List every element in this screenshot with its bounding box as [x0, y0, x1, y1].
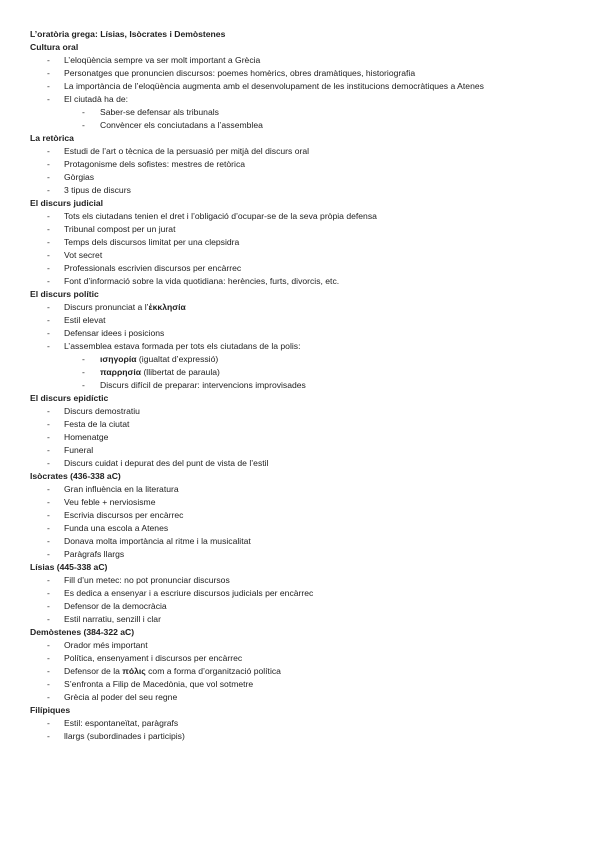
bullet-dash: - — [82, 367, 85, 377]
item-text — [64, 171, 94, 184]
section-heading: Cultura oral — [30, 42, 79, 52]
bullet-dash: - — [82, 380, 85, 390]
item-text — [64, 54, 260, 67]
item-text-part: Fill d’un metec: no pot pronunciar discursos — [64, 575, 230, 585]
item-text — [100, 106, 219, 119]
item-text-part: Gran influència en la literatura — [64, 484, 179, 494]
item-text-part: Grècia al poder del seu regne — [64, 692, 178, 702]
item-text-part: 3 tipus de discurs — [64, 185, 131, 195]
greek-term: ἐκκλησία — [148, 302, 186, 312]
list-item — [0, 184, 600, 197]
section-heading: Demòstenes (384-322 aC) — [30, 627, 135, 637]
item-text — [64, 314, 106, 327]
item-text — [64, 522, 168, 535]
item-text-part: Estil: espontaneïtat, paràgrafs — [64, 718, 179, 728]
item-text — [64, 613, 161, 626]
item-text — [64, 496, 155, 509]
sub-list-item — [0, 119, 600, 132]
list-item — [0, 457, 600, 470]
list-item — [0, 314, 600, 327]
list-item — [0, 327, 600, 340]
list-item — [0, 262, 600, 275]
list-item — [0, 158, 600, 171]
list-item — [0, 665, 600, 678]
bullet-dash: - — [47, 328, 50, 338]
list-item — [0, 275, 600, 288]
item-text-after: com a forma d’organització política — [145, 666, 281, 676]
list-item — [0, 340, 600, 353]
bullet-dash: - — [47, 536, 50, 546]
item-text — [64, 405, 140, 418]
bullet-dash: - — [47, 146, 50, 156]
bullet-dash: - — [47, 640, 50, 650]
item-text — [64, 548, 124, 561]
item-text-part: Homenatge — [64, 432, 109, 442]
bullet-dash: - — [47, 211, 50, 221]
item-text-part: Defensar idees i posicions — [64, 328, 165, 338]
item-text — [64, 652, 242, 665]
greek-term: παρρησία — [100, 367, 142, 377]
sub-list-item — [0, 379, 600, 392]
item-text — [64, 223, 175, 236]
list-item — [0, 418, 600, 431]
item-text — [64, 444, 93, 457]
item-text-part: Discurs cuidat i depurat des del punt de vista de l’estil — [64, 458, 269, 468]
bullet-dash: - — [47, 601, 50, 611]
bullet-dash: - — [47, 68, 50, 78]
bullet-dash: - — [47, 55, 50, 65]
bullet-dash: - — [47, 458, 50, 468]
bullet-dash: - — [47, 510, 50, 520]
item-text-part: Discurs difícil de preparar: intervencions improvisades — [100, 380, 306, 390]
bullet-dash: - — [47, 263, 50, 273]
item-text — [64, 249, 102, 262]
item-text-part: Orador més important — [64, 640, 148, 650]
item-text-part: Estil narratiu, senzill i clar — [64, 614, 161, 624]
bullet-dash: - — [47, 172, 50, 182]
item-text — [64, 691, 177, 704]
list-item — [0, 483, 600, 496]
list-item — [0, 717, 600, 730]
list-item — [0, 236, 600, 249]
list-item — [0, 639, 600, 652]
section-heading: El discurs polític — [30, 289, 99, 299]
bullet-dash: - — [47, 341, 50, 351]
section-heading: La retòrica — [30, 133, 74, 143]
list-item — [0, 574, 600, 587]
list-item — [0, 145, 600, 158]
item-text-after: (llibertat de paraula) — [141, 367, 220, 377]
item-text-part: Veu feble + nerviosisme — [64, 497, 156, 507]
item-text — [64, 327, 164, 340]
item-text — [64, 483, 179, 496]
bullet-dash: - — [47, 497, 50, 507]
list-item — [0, 587, 600, 600]
sub-list-item — [0, 353, 600, 366]
item-text — [64, 184, 131, 197]
item-text — [64, 730, 185, 743]
bullet-dash: - — [82, 120, 85, 130]
list-item — [0, 249, 600, 262]
bullet-dash: - — [47, 549, 50, 559]
item-text-part: Discurs demostratiu — [64, 406, 140, 416]
bullet-dash: - — [47, 237, 50, 247]
bullet-dash: - — [47, 666, 50, 676]
section-heading: Lísias (445-338 aC) — [30, 562, 108, 572]
item-text-part: Gòrgias — [64, 172, 95, 182]
item-text-part: Tribunal compost per un jurat — [64, 224, 176, 234]
bullet-dash: - — [47, 692, 50, 702]
bullet-dash: - — [47, 276, 50, 286]
item-text — [64, 639, 148, 652]
bullet-dash: - — [47, 614, 50, 624]
item-text — [64, 600, 167, 613]
item-text-part: Política, ensenyament i discursos per encàrrec — [64, 653, 243, 663]
list-item — [0, 431, 600, 444]
list-item — [0, 171, 600, 184]
list-item — [0, 223, 600, 236]
bullet-dash: - — [47, 523, 50, 533]
item-text — [100, 353, 218, 366]
item-text — [64, 275, 339, 288]
item-text — [64, 262, 241, 275]
greek-term: ισηγορία — [100, 354, 137, 364]
item-text-part: Funda una escola a Atenes — [64, 523, 169, 533]
item-text-after: (igualtat d’expressió) — [136, 354, 219, 364]
item-text-part: Saber-se defensar als tribunals — [100, 107, 219, 117]
list-item — [0, 67, 600, 80]
list-item — [0, 678, 600, 691]
list-item — [0, 730, 600, 743]
item-text — [64, 236, 239, 249]
list-item — [0, 548, 600, 561]
item-text-part: Es dedica a ensenyar i a escriure discursos judicials per encàrrec — [64, 588, 314, 598]
bullet-dash: - — [47, 588, 50, 598]
item-text — [64, 574, 230, 587]
item-text — [64, 145, 309, 158]
item-text — [64, 587, 313, 600]
bullet-dash: - — [47, 445, 50, 455]
document-content — [0, 41, 600, 743]
item-text-part: El ciutadà ha de: — [64, 94, 129, 104]
item-text-part: Defensor de la democràcia — [64, 601, 167, 611]
bullet-dash: - — [47, 718, 50, 728]
list-item — [0, 444, 600, 457]
greek-term: πόλις — [122, 666, 146, 676]
item-text-part: L’assemblea estava formada per tots els ciutadans de la polis: — [64, 341, 301, 351]
item-text — [64, 340, 300, 353]
item-text-part: Personatges que pronuncien discursos: poemes homèrics, obres dramàtiques, historiografia — [64, 68, 416, 78]
item-text-part: Tots els ciutadans tenien el dret i l’obligació d’ocupar-se de la seva pròpia defensa — [64, 211, 377, 221]
item-text-part: L’eloqüència sempre va ser molt important a Grècia — [64, 55, 261, 65]
item-text — [64, 535, 251, 548]
item-text — [64, 418, 129, 431]
list-item — [0, 54, 600, 67]
bullet-dash: - — [47, 432, 50, 442]
item-text-part: Escrivia discursos per encàrrec — [64, 510, 184, 520]
item-text — [100, 366, 220, 379]
item-text-part: Vot secret — [64, 250, 103, 260]
item-text — [64, 431, 108, 444]
bullet-dash: - — [47, 419, 50, 429]
item-text-part: Professionals escrivien discursos per encàrrec — [64, 263, 242, 273]
section-heading: El discurs epidíctic — [30, 393, 109, 403]
list-item — [0, 80, 600, 93]
bullet-dash: - — [47, 185, 50, 195]
item-text-part: Font d’informació sobre la vida quotidiana: herències, furts, divorcis, etc. — [64, 276, 340, 286]
list-item — [0, 522, 600, 535]
bullet-dash: - — [47, 731, 50, 741]
list-item — [0, 496, 600, 509]
item-text — [64, 301, 186, 314]
item-text — [64, 665, 281, 678]
list-item — [0, 210, 600, 223]
item-text — [100, 119, 263, 132]
item-text-part: Temps dels discursos limitat per una clepsidra — [64, 237, 240, 247]
item-text-part: Funeral — [64, 445, 94, 455]
bullet-dash: - — [82, 354, 85, 364]
bullet-dash: - — [47, 679, 50, 689]
item-text — [64, 67, 415, 80]
item-text — [64, 210, 377, 223]
bullet-dash: - — [47, 224, 50, 234]
item-text-part: Festa de la ciutat — [64, 419, 130, 429]
list-item — [0, 301, 600, 314]
item-text-part: Discurs pronunciat a l’ — [64, 302, 149, 312]
list-item — [0, 613, 600, 626]
bullet-dash: - — [82, 107, 85, 117]
item-text — [64, 678, 253, 691]
item-text-part: Paràgrafs llargs — [64, 549, 125, 559]
item-text-part: Protagonisme dels sofistes: mestres de retòrica — [64, 159, 246, 169]
item-text — [64, 80, 484, 93]
section-heading: El discurs judicial — [30, 198, 104, 208]
item-text — [64, 158, 245, 171]
sub-list-item — [0, 366, 600, 379]
section-heading: Isòcrates (436-338 aC) — [30, 471, 121, 481]
document-title: L’oratòria grega: Lísias, Isòcrates i Demòstenes — [30, 29, 226, 39]
list-item — [0, 535, 600, 548]
item-text-part: Donava molta importància al ritme i la musicalitat — [64, 536, 251, 546]
sub-list-item — [0, 106, 600, 119]
item-text — [64, 717, 178, 730]
section-heading: Filípiques — [30, 705, 71, 715]
list-item — [0, 652, 600, 665]
item-text-part: Convèncer els conciutadans a l’assemblea — [100, 120, 263, 130]
item-text — [64, 457, 268, 470]
bullet-dash: - — [47, 302, 50, 312]
item-text — [64, 509, 183, 522]
list-item — [0, 93, 600, 106]
list-item — [0, 600, 600, 613]
item-text-part: Estil elevat — [64, 315, 106, 325]
list-item — [0, 691, 600, 704]
bullet-dash: - — [47, 250, 50, 260]
item-text — [100, 379, 306, 392]
item-text-part: S’enfronta a Filip de Macedònia, que vol sotmetre — [64, 679, 254, 689]
bullet-dash: - — [47, 406, 50, 416]
bullet-dash: - — [47, 81, 50, 91]
bullet-dash: - — [47, 159, 50, 169]
bullet-dash: - — [47, 653, 50, 663]
list-item — [0, 509, 600, 522]
bullet-dash: - — [47, 94, 50, 104]
item-text-part: Estudi de l’art o tècnica de la persuasió per mitjà del discurs oral — [64, 146, 310, 156]
item-text-part: Defensor de la — [64, 666, 123, 676]
item-text-part: La importància de l’eloqüència augmenta amb el desenvolupament de les institucions democràtiques a Atenes — [64, 81, 484, 91]
bullet-dash: - — [47, 575, 50, 585]
list-item — [0, 405, 600, 418]
item-text — [64, 93, 128, 106]
bullet-dash: - — [47, 315, 50, 325]
item-text-part: llargs (subordinades i participis) — [64, 731, 185, 741]
bullet-dash: - — [47, 484, 50, 494]
